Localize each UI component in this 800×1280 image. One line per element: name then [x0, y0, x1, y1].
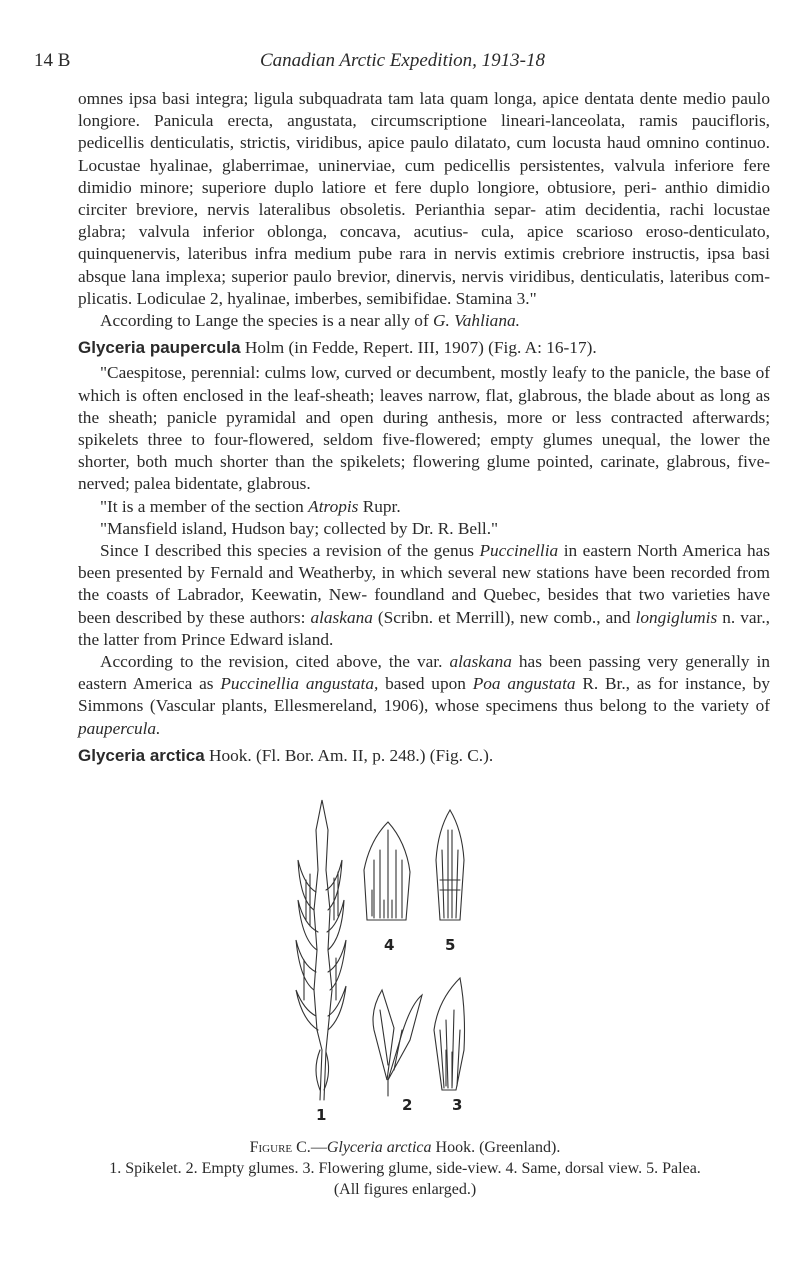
text-run: has been passing very generally in eastern America as: [78, 652, 770, 694]
text-run: "It is a member of the section: [100, 496, 309, 516]
variety-name: alaskana: [310, 607, 373, 627]
variety-name: paupercula.: [78, 718, 161, 738]
species-heading-arctica: [78, 745, 770, 767]
species-name: Puccinellia angustata,: [220, 674, 379, 694]
flowering-glume-side-drawing: [434, 978, 465, 1090]
figure-label-5: 5: [445, 936, 456, 954]
palea-drawing: [436, 810, 464, 920]
species-name: Glyceria arctica: [78, 745, 205, 765]
variety-name: longiglumis: [635, 607, 718, 627]
caption-legend: 1. Spikelet. 2. Empty glumes. 3. Flowering glume, side-view. 4. Same, dorsal view. 5. Palea.: [109, 1160, 701, 1177]
species-name: Glyceria paupercula: [78, 338, 241, 358]
caption-dash: —: [310, 1139, 327, 1156]
latin-description: omnes ipsa basi integra; ligula subquadrata tam lata quam longa, apice dentata dente medio paulo longiore. Panicula erecta, angustata, circumscriptione lineari-lanceolata, ramis paucifloris, pedicellis denticulatis, strictis, viridibus, apice paulo dilatato, cum locusta haud omnino continuo. Locustae hyalinae, glaberrimae, uninerviae, cum pedicellis persistentes, valvula inferiore fere dimidio minore; superiore duplo latiore et fere duplo longiore, obtusiore, peri- anthio dimidio circiter breviore, nervis lateralibus obsoletis. Perianthia separ- atim decidentia, rachi locustae glabra; valvula inferior oblonga, concava, acutius- cula, apice scarioso eroso-denticulato, quinquenervis, lateribus infra medium pube rara in nervis extimis crebriore instructis, ipsa basi absque lana implexa; superior paulo brevior, dinervis, nervis viridibus, denticulatis, lateribus com- plicatis. Lodiculae 2, hyalinae, imberbes, semibifidae. Stamina 3.": [78, 89, 770, 308]
figure-caption: [40, 1137, 770, 1200]
botanical-drawing: [292, 790, 542, 1120]
caption-title: [40, 1137, 770, 1158]
spikelet-drawing: [296, 800, 346, 1100]
caption-author: Hook. (Greenland).: [431, 1139, 561, 1156]
paragraph-lange: [78, 310, 770, 332]
figure-c-illustration: [292, 790, 542, 1120]
genus-name: Puccinellia: [479, 541, 559, 561]
page-number: 14 B: [34, 50, 71, 71]
paragraph-section: [78, 496, 770, 518]
text-run: based upon: [378, 674, 473, 694]
text-run: in eastern North America has been presented by Fernald and Weatherby, in which several new stations have been recorded from the coasts of Labrador, Keewatin, New- foundland and Quebec, besides that two varieties have been described by these authors:: [78, 541, 770, 627]
species-name: G. Vahliana.: [433, 311, 520, 331]
citation: Hook. (Fl. Bor. Am. II, p. 248.) (Fig. C.).: [204, 745, 494, 765]
figure-number: Figure C.: [249, 1139, 311, 1156]
body-text: [78, 88, 770, 770]
caption-note: (All figures enlarged.): [333, 1181, 477, 1198]
variety-name: alaskana: [449, 652, 512, 672]
running-title: Canadian Arctic Expedition, 1913-18: [260, 50, 545, 71]
figure-label-2: 2: [402, 1096, 413, 1114]
citation: Holm (in Fedde, Repert. III, 1907) (Fig. A: 16-17).: [240, 338, 597, 358]
text-run: According to Lange the species is a near ally of: [100, 311, 434, 331]
section-name: Atropis: [308, 496, 359, 516]
text-run: Rupr.: [358, 496, 401, 516]
page-header: [34, 50, 774, 80]
figure-label-4: 4: [384, 936, 395, 954]
text-run: According to the revision, cited above, the var.: [100, 652, 450, 672]
figure-label-1: 1: [316, 1106, 327, 1120]
text-run: R. Br., as for instance, by Simmons (Vascular plants, Ellesmereland, 1906), whose specimens thus belong to the variety of: [78, 674, 770, 716]
species-name: Glyceria arctica: [326, 1139, 432, 1156]
text-run: (Scribn. et Merrill), new comb., and: [372, 607, 636, 627]
text-run: Since I described this species a revision of the genus: [100, 541, 480, 561]
paragraph-revision: [78, 540, 770, 651]
text-run: n. var., the latter from Prince Edward island.: [78, 607, 770, 649]
empty-glumes-drawing: [373, 990, 422, 1096]
flowering-glume-dorsal-drawing: [364, 822, 410, 920]
paragraph-description: "Caespitose, perennial: culms low, curved or decumbent, mostly leafy to the panicle, the base of which is often enclosed in the leaf-sheath; leaves narrow, flat, glabrous, the blade about as long as the sheath; panicle pyramidal and open during anthesis, more or less contracted afterwards; spikelets three to four-flowered, seldom five-flowered; empty glumes unequal, the lower the shorter, both much shorter than the spikelets; flowering glume pointed, carinate, glabrous, five-nerved; palea bidentate, glabrous.: [78, 363, 770, 494]
paragraph-locality: "Mansfield island, Hudson bay; collected by Dr. R. Bell.": [100, 518, 499, 538]
paragraph-alaskana: [78, 651, 770, 740]
species-heading-paupercula: [78, 337, 770, 359]
figure-label-3: 3: [452, 1096, 463, 1114]
species-name: Poa angustata: [472, 674, 576, 694]
